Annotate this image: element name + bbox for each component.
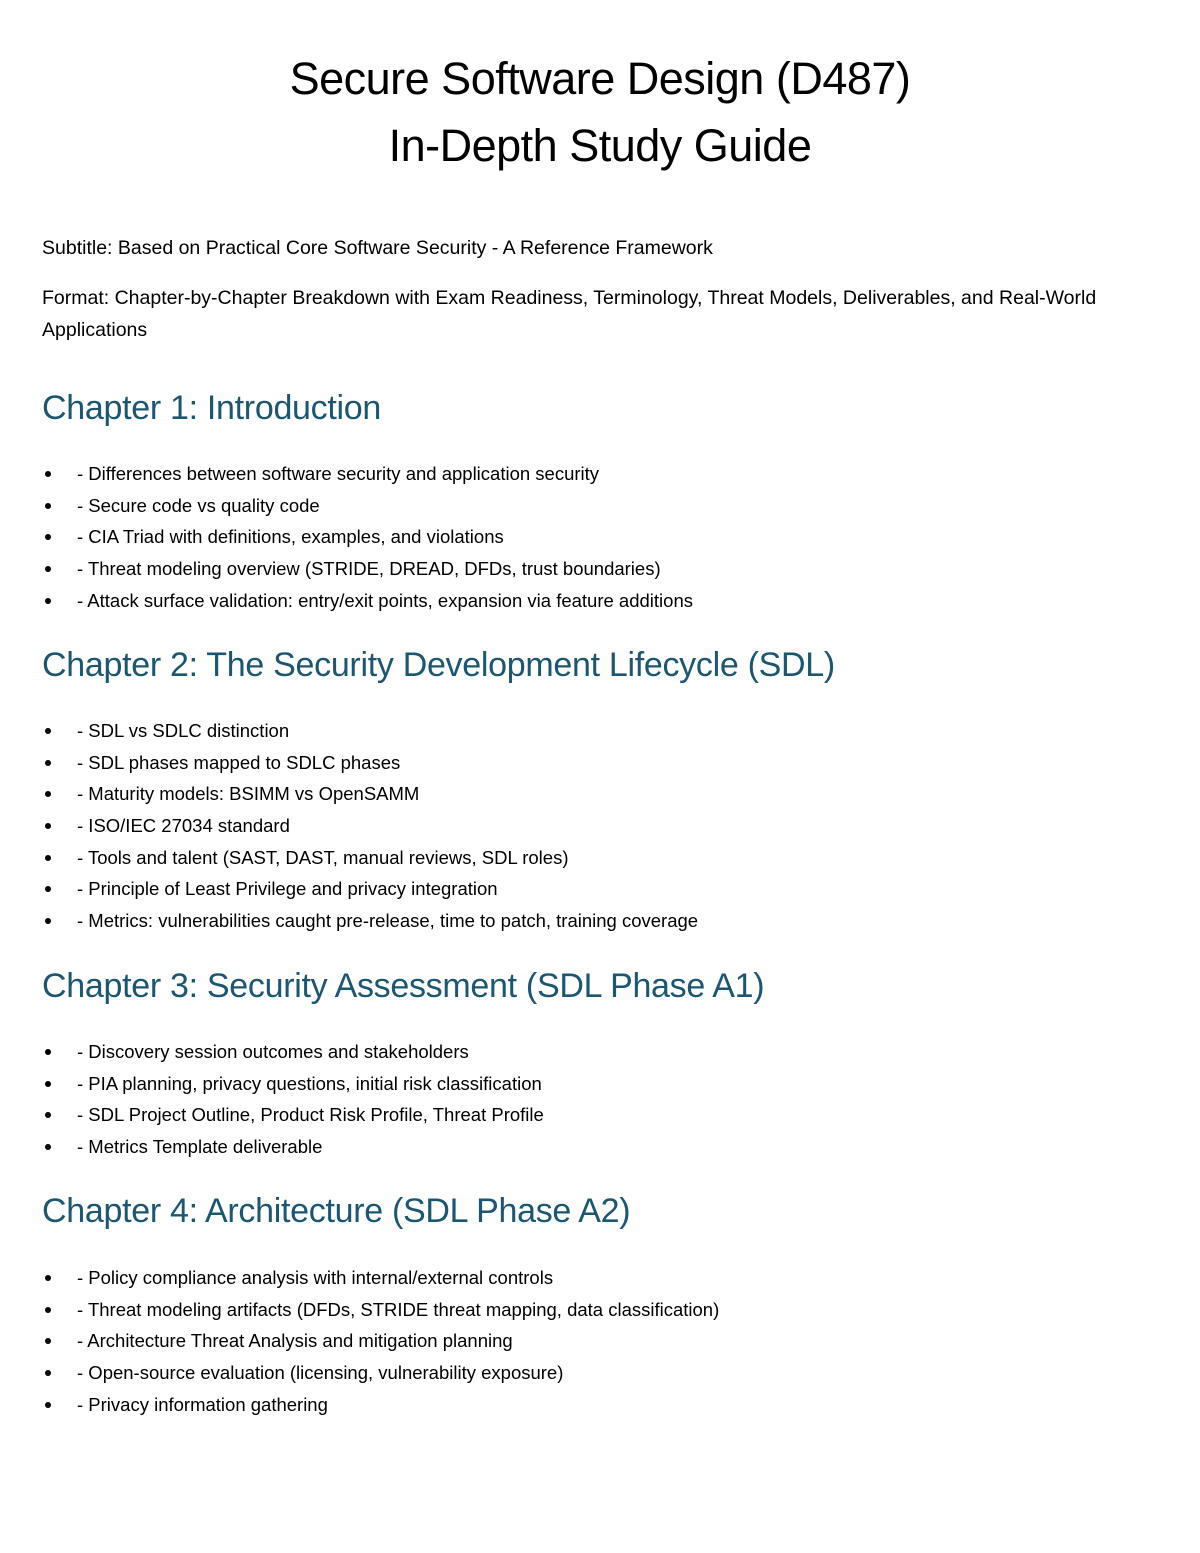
bullet-icon <box>45 1081 51 1087</box>
list-item <box>42 747 1162 779</box>
document-title-line-1: Secure Software Design (D487) <box>289 53 911 104</box>
bullet-icon <box>45 791 51 797</box>
list-item <box>42 1294 1162 1326</box>
bullet-icon <box>45 1370 51 1376</box>
list-item <box>42 585 1162 617</box>
list-item <box>42 1068 1162 1100</box>
list-item <box>42 1262 1162 1294</box>
list-item-text: - Open-source evaluation (licensing, vulnerability exposure) <box>77 1362 564 1384</box>
list-item <box>42 1036 1162 1068</box>
chapter-4-heading: Chapter 4: Architecture (SDL Phase A2) <box>42 1192 631 1230</box>
list-item-text: - Architecture Threat Analysis and mitigation planning <box>77 1330 513 1352</box>
bullet-icon <box>45 918 51 924</box>
bullet-icon <box>45 1338 51 1344</box>
list-item-text: - Metrics: vulnerabilities caught pre-release, time to patch, training coverage <box>77 910 699 932</box>
list-item <box>42 778 1162 810</box>
chapter-2-heading: Chapter 2: The Security Development Lifecycle (SDL) <box>42 646 835 684</box>
list-item-text: - Privacy information gathering <box>77 1393 328 1415</box>
bullet-icon <box>45 566 51 572</box>
bullet-icon <box>45 503 51 509</box>
bullet-icon <box>45 1275 51 1281</box>
bullet-icon <box>45 534 51 540</box>
bullet-icon <box>45 1144 51 1150</box>
list-item-text: - Maturity models: BSIMM vs OpenSAMM <box>77 783 420 805</box>
list-item <box>42 810 1162 842</box>
list-item-text: - Attack surface validation: entry/exit points, expansion via feature additions <box>77 589 693 611</box>
list-item-text: - SDL vs SDLC distinction <box>77 720 290 741</box>
bullet-icon <box>45 760 51 766</box>
list-item <box>42 1099 1162 1131</box>
list-item-text: - Principle of Least Privilege and privacy integration <box>77 878 498 900</box>
list-item-text: - SDL Project Outline, Product Risk Profile, Threat Profile <box>77 1104 544 1126</box>
document-subtitle: Subtitle: Based on Practical Core Software Security - A Reference Framework <box>42 237 713 259</box>
list-item-text: - Secure code vs quality code <box>77 494 320 516</box>
chapter-4-section <box>42 1191 1162 1420</box>
list-item-text: - ISO/IEC 27034 standard <box>77 815 290 837</box>
list-item <box>42 553 1162 585</box>
chapter-3-heading: Chapter 3: Security Assessment (SDL Phase A1) <box>42 967 765 1005</box>
list-item <box>42 458 1162 490</box>
list-item-text: - Discovery session outcomes and stakeholders <box>77 1041 469 1062</box>
document-format: Format: Chapter-by-Chapter Breakdown with Exam Readiness, Terminology, Threat Models, Deliverables, and Real-World Applications <box>42 287 1097 341</box>
chapter-2-section <box>42 645 1162 937</box>
list-item <box>42 1325 1162 1357</box>
chapter-3-list <box>42 1036 1162 1163</box>
chapter-2-list <box>42 715 1162 937</box>
list-item <box>42 905 1162 937</box>
document-title-line-2: In-Depth Study Guide <box>388 120 812 171</box>
chapter-1-section <box>42 388 1162 616</box>
list-item <box>42 1131 1162 1163</box>
list-item-text: - Differences between software security and application security <box>77 463 600 484</box>
list-item <box>42 873 1162 905</box>
chapter-4-list <box>42 1262 1162 1420</box>
bullet-icon <box>45 598 51 604</box>
list-item <box>42 490 1162 522</box>
bullet-icon <box>45 1402 51 1408</box>
list-item <box>42 521 1162 553</box>
list-item-text: - CIA Triad with definitions, examples, and violations <box>77 526 504 548</box>
bullet-icon <box>45 728 51 734</box>
list-item <box>42 1389 1162 1421</box>
chapter-1-heading: Chapter 1: Introduction <box>42 389 381 427</box>
list-item-text: - Policy compliance analysis with internal/external controls <box>77 1267 554 1288</box>
list-item-text: - Threat modeling overview (STRIDE, DREAD, DFDs, trust boundaries) <box>77 558 661 580</box>
bullet-icon <box>45 1112 51 1118</box>
list-item <box>42 842 1162 874</box>
list-item <box>42 1357 1162 1389</box>
bullet-icon <box>45 886 51 892</box>
list-item-text: - SDL phases mapped to SDLC phases <box>77 751 401 773</box>
bullet-icon <box>45 823 51 829</box>
list-item-text: - Metrics Template deliverable <box>77 1136 323 1158</box>
chapter-3-section <box>42 966 1162 1163</box>
bullet-icon <box>45 471 51 477</box>
chapter-1-list <box>42 458 1162 616</box>
bullet-icon <box>45 1307 51 1313</box>
list-item <box>42 715 1162 747</box>
bullet-icon <box>45 855 51 861</box>
list-item-text: - Tools and talent (SAST, DAST, manual reviews, SDL roles) <box>77 846 569 868</box>
list-item-text: - Threat modeling artifacts (DFDs, STRIDE threat mapping, data classification) <box>77 1298 720 1320</box>
list-item-text: - PIA planning, privacy questions, initial risk classification <box>77 1072 542 1094</box>
bullet-icon <box>45 1049 51 1055</box>
